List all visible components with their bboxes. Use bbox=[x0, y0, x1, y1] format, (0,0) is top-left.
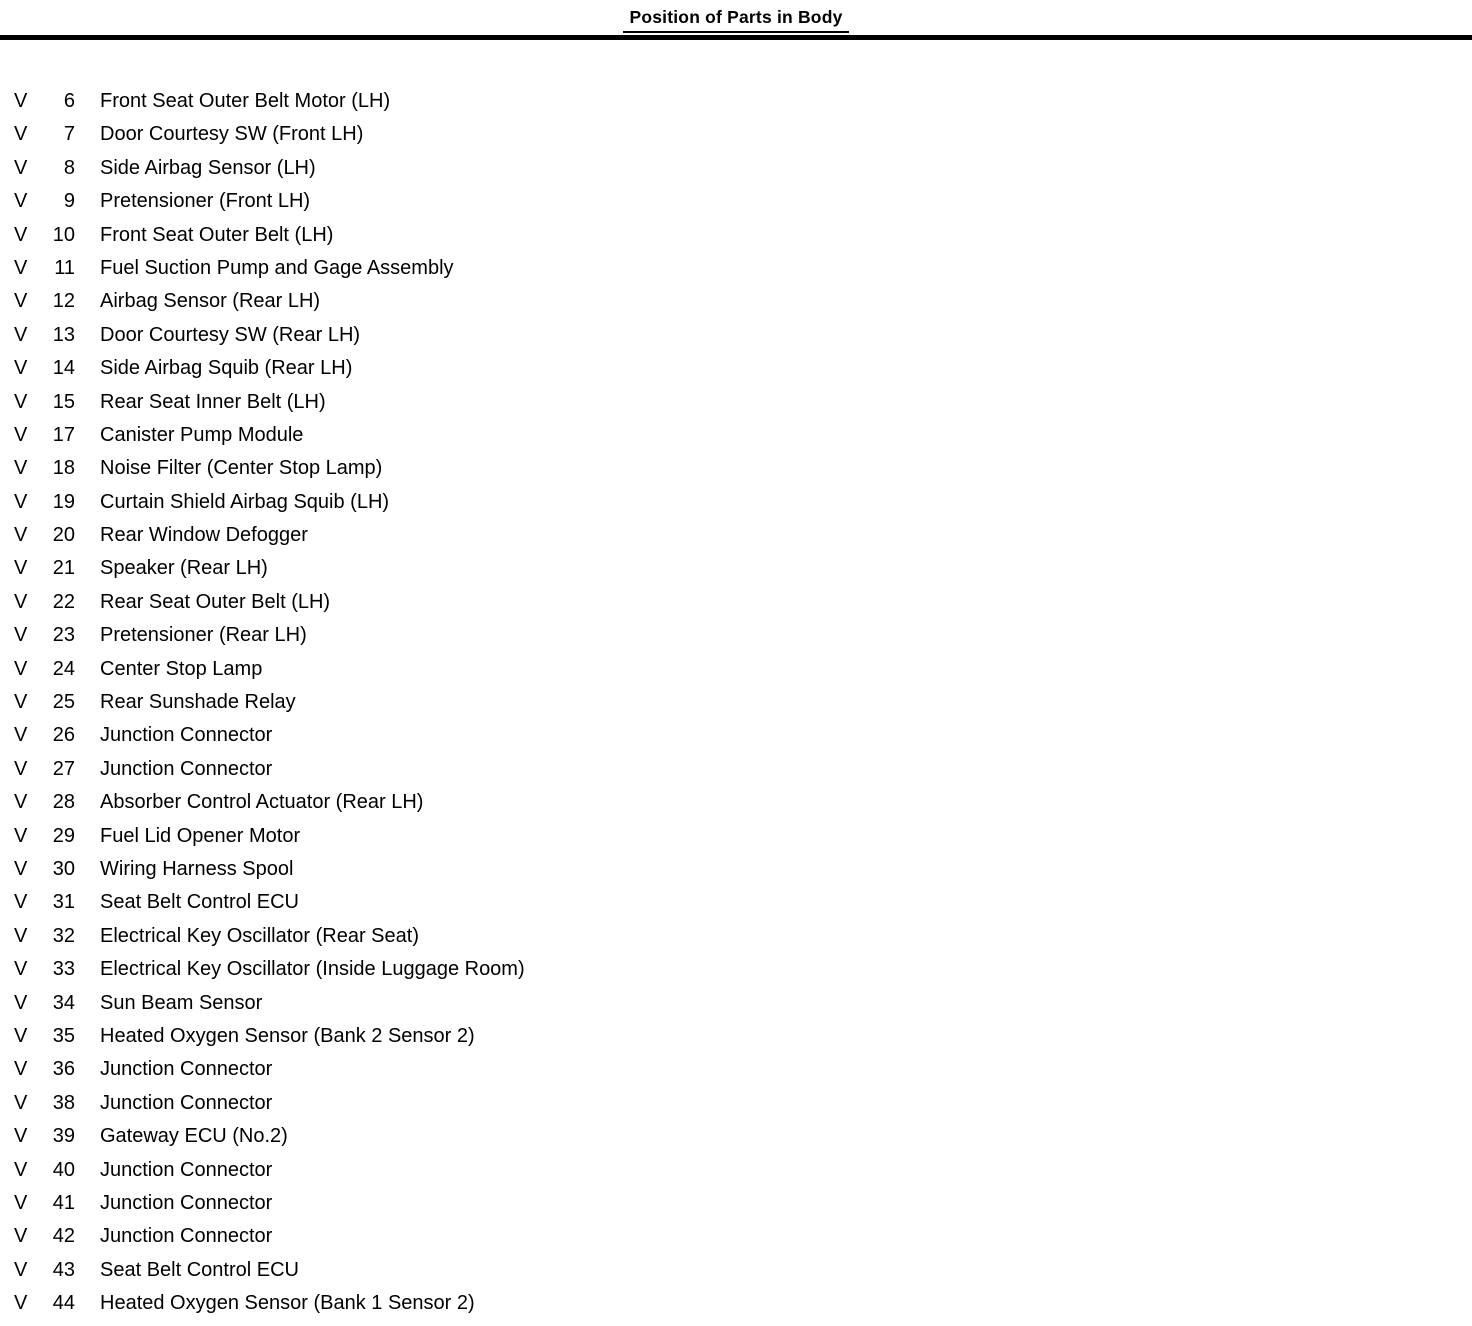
part-name: Canister Pump Module bbox=[100, 423, 304, 446]
part-number: 28 bbox=[52, 791, 75, 814]
part-row bbox=[0, 1053, 1472, 1086]
part-row bbox=[0, 419, 1472, 452]
part-code: V bbox=[14, 290, 28, 313]
part-code: V bbox=[14, 724, 28, 747]
part-number: 40 bbox=[52, 1158, 75, 1181]
part-number: 20 bbox=[52, 524, 75, 547]
part-row bbox=[0, 1254, 1472, 1287]
part-number: 33 bbox=[52, 958, 75, 981]
header-rule bbox=[0, 35, 1472, 40]
part-name: Heated Oxygen Sensor (Bank 1 Sensor 2) bbox=[100, 1292, 475, 1315]
part-name: Front Seat Outer Belt (LH) bbox=[100, 223, 334, 246]
part-row bbox=[0, 452, 1472, 485]
part-row bbox=[0, 118, 1472, 151]
part-row bbox=[0, 1220, 1472, 1253]
part-code: V bbox=[14, 1058, 28, 1081]
part-number: 32 bbox=[52, 924, 75, 947]
part-code: V bbox=[14, 1191, 28, 1214]
part-row bbox=[0, 252, 1472, 285]
part-code: V bbox=[14, 1125, 28, 1148]
part-number: 30 bbox=[52, 857, 75, 880]
part-code: V bbox=[14, 1091, 28, 1114]
part-row bbox=[0, 953, 1472, 986]
part-code: V bbox=[14, 156, 28, 179]
part-name: Door Courtesy SW (Front LH) bbox=[100, 123, 364, 146]
part-row bbox=[0, 853, 1472, 886]
part-row bbox=[0, 920, 1472, 953]
part-code: V bbox=[14, 190, 28, 213]
part-row bbox=[0, 386, 1472, 419]
part-row bbox=[0, 820, 1472, 853]
part-name: Electrical Key Oscillator (Rear Seat) bbox=[100, 924, 419, 947]
part-number: 22 bbox=[52, 590, 75, 613]
part-row bbox=[0, 753, 1472, 786]
part-code: V bbox=[14, 1292, 28, 1315]
part-code: V bbox=[14, 757, 28, 780]
part-name: Side Airbag Squib (Rear LH) bbox=[100, 357, 353, 380]
part-name: Absorber Control Actuator (Rear LH) bbox=[100, 791, 424, 814]
part-number: 34 bbox=[52, 991, 75, 1014]
part-code: V bbox=[14, 1024, 28, 1047]
part-code: V bbox=[14, 958, 28, 981]
part-code: V bbox=[14, 423, 28, 446]
part-name: Junction Connector bbox=[100, 724, 273, 747]
part-number: 13 bbox=[52, 323, 75, 346]
part-code: V bbox=[14, 590, 28, 613]
part-number: 27 bbox=[52, 757, 75, 780]
part-number: 23 bbox=[52, 624, 75, 647]
part-code: V bbox=[14, 1158, 28, 1181]
part-name: Junction Connector bbox=[100, 1091, 273, 1114]
part-code: V bbox=[14, 457, 28, 480]
part-row bbox=[0, 719, 1472, 752]
part-code: V bbox=[14, 691, 28, 714]
part-number: 15 bbox=[52, 390, 75, 413]
part-number: 26 bbox=[52, 724, 75, 747]
part-name: Heated Oxygen Sensor (Bank 2 Sensor 2) bbox=[100, 1024, 475, 1047]
part-row bbox=[0, 285, 1472, 318]
part-number: 43 bbox=[52, 1258, 75, 1281]
part-number: 8 bbox=[63, 156, 75, 179]
part-row bbox=[0, 1187, 1472, 1220]
part-row bbox=[0, 219, 1472, 252]
part-code: V bbox=[14, 390, 28, 413]
part-code: V bbox=[14, 791, 28, 814]
part-code: V bbox=[14, 924, 28, 947]
part-row bbox=[0, 519, 1472, 552]
part-number: 31 bbox=[52, 891, 75, 914]
part-number: 21 bbox=[52, 557, 75, 580]
part-name: Front Seat Outer Belt Motor (LH) bbox=[100, 90, 391, 112]
part-code: V bbox=[14, 657, 28, 680]
part-row bbox=[0, 486, 1472, 519]
parts-list bbox=[0, 85, 1472, 1320]
part-number: 29 bbox=[52, 824, 75, 847]
part-name: Rear Seat Outer Belt (LH) bbox=[100, 590, 331, 613]
page-title: Position of Parts in Body bbox=[623, 7, 848, 33]
part-name: Junction Connector bbox=[100, 1158, 273, 1181]
part-code: V bbox=[14, 1225, 28, 1248]
part-name: Rear Sunshade Relay bbox=[100, 691, 296, 714]
part-code: V bbox=[14, 991, 28, 1014]
part-row bbox=[0, 1020, 1472, 1053]
part-code: V bbox=[14, 323, 28, 346]
part-name: Rear Window Defogger bbox=[100, 524, 308, 547]
part-row bbox=[0, 786, 1472, 819]
part-name: Electrical Key Oscillator (Inside Luggage Room) bbox=[100, 958, 525, 981]
part-code: V bbox=[14, 891, 28, 914]
part-number: 39 bbox=[52, 1125, 75, 1148]
part-name: Junction Connector bbox=[100, 1225, 273, 1248]
part-code: V bbox=[14, 624, 28, 647]
part-name: Curtain Shield Airbag Squib (LH) bbox=[100, 490, 390, 513]
part-name: Junction Connector bbox=[100, 757, 273, 780]
part-number: 11 bbox=[54, 256, 75, 279]
part-name: Airbag Sensor (Rear LH) bbox=[100, 290, 321, 313]
part-number: 41 bbox=[52, 1191, 75, 1214]
part-row bbox=[0, 185, 1472, 218]
part-row bbox=[0, 619, 1472, 652]
part-row bbox=[0, 653, 1472, 686]
part-row bbox=[0, 1087, 1472, 1120]
part-code: V bbox=[14, 557, 28, 580]
part-number: 25 bbox=[52, 691, 75, 714]
part-number: 35 bbox=[52, 1024, 75, 1047]
part-number: 12 bbox=[52, 290, 75, 313]
part-number: 10 bbox=[52, 223, 75, 246]
part-name: Fuel Suction Pump and Gage Assembly bbox=[100, 256, 454, 279]
part-row bbox=[0, 987, 1472, 1020]
part-row bbox=[0, 1287, 1472, 1320]
part-name: Junction Connector bbox=[100, 1058, 273, 1081]
part-row bbox=[0, 1154, 1472, 1187]
part-number: 17 bbox=[52, 423, 75, 446]
part-name: Rear Seat Inner Belt (LH) bbox=[100, 390, 326, 413]
part-row bbox=[0, 586, 1472, 619]
part-name: Fuel Lid Opener Motor bbox=[100, 824, 301, 847]
part-number: 6 bbox=[63, 90, 75, 112]
part-row bbox=[0, 552, 1472, 585]
part-name: Side Airbag Sensor (LH) bbox=[100, 156, 316, 179]
part-code: V bbox=[14, 1258, 28, 1281]
part-row bbox=[0, 1120, 1472, 1153]
part-code: V bbox=[14, 223, 28, 246]
part-row bbox=[0, 85, 1472, 118]
part-number: 24 bbox=[52, 657, 75, 680]
part-code: V bbox=[14, 824, 28, 847]
part-code: V bbox=[14, 256, 28, 279]
part-code: V bbox=[14, 490, 28, 513]
part-code: V bbox=[14, 524, 28, 547]
part-code: V bbox=[14, 857, 28, 880]
part-number: 7 bbox=[63, 123, 75, 146]
part-name: Junction Connector bbox=[100, 1191, 273, 1214]
part-number: 9 bbox=[63, 190, 75, 213]
part-row bbox=[0, 352, 1472, 385]
part-name: Center Stop Lamp bbox=[100, 657, 263, 680]
part-row bbox=[0, 319, 1472, 352]
part-code: V bbox=[14, 357, 28, 380]
part-code: V bbox=[14, 90, 28, 112]
part-name: Pretensioner (Rear LH) bbox=[100, 624, 307, 647]
part-number: 18 bbox=[52, 457, 75, 480]
part-row bbox=[0, 152, 1472, 185]
part-code: V bbox=[14, 123, 28, 146]
part-name: Seat Belt Control ECU bbox=[100, 891, 299, 914]
part-number: 38 bbox=[52, 1091, 75, 1114]
part-number: 36 bbox=[52, 1058, 75, 1081]
part-name: Seat Belt Control ECU bbox=[100, 1258, 299, 1281]
part-number: 42 bbox=[52, 1225, 75, 1248]
part-name: Speaker (Rear LH) bbox=[100, 557, 268, 580]
part-name: Gateway ECU (No.2) bbox=[100, 1125, 288, 1148]
part-name: Noise Filter (Center Stop Lamp) bbox=[100, 457, 383, 480]
part-number: 44 bbox=[52, 1292, 75, 1315]
page-header bbox=[0, 0, 1472, 33]
part-name: Door Courtesy SW (Rear LH) bbox=[100, 323, 361, 346]
part-row bbox=[0, 886, 1472, 919]
part-number: 14 bbox=[52, 357, 75, 380]
part-name: Wiring Harness Spool bbox=[100, 857, 294, 880]
part-name: Sun Beam Sensor bbox=[100, 991, 263, 1014]
part-row bbox=[0, 686, 1472, 719]
part-name: Pretensioner (Front LH) bbox=[100, 190, 311, 213]
part-number: 19 bbox=[52, 490, 75, 513]
